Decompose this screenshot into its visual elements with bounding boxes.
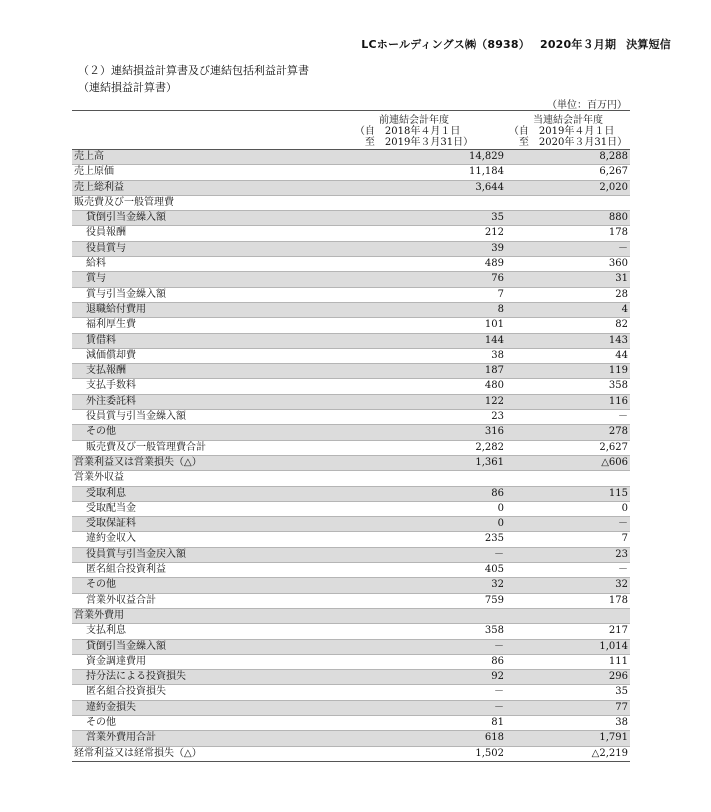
curr-period-value: 360 — [608, 258, 628, 270]
curr-period-value: 358 — [608, 380, 628, 392]
curr-period-to: 至 2020年３月31日） — [518, 137, 628, 148]
table-row — [72, 593, 630, 608]
prev-period-value: 187 — [484, 365, 504, 377]
row-label: 役員報酬 — [86, 227, 126, 239]
row-label: 受取利息 — [86, 487, 126, 499]
row-label: 役員賞与引当金戻入額 — [86, 548, 186, 560]
prev-period-value — [322, 471, 506, 486]
prev-period-value: 1,361 — [475, 456, 504, 468]
table-row — [72, 379, 630, 394]
page-header — [351, 36, 671, 52]
row-label: 匿名組合投資利益 — [86, 564, 166, 576]
prev-period-header — [322, 111, 506, 150]
table-row — [72, 501, 630, 516]
table-row — [72, 455, 630, 470]
table-row — [72, 532, 630, 547]
curr-period-value: 119 — [608, 365, 628, 377]
table-body — [72, 150, 630, 762]
curr-period-value: － — [618, 564, 628, 576]
table-row — [72, 731, 630, 746]
table-row — [72, 318, 630, 333]
curr-period-value: 178 — [608, 594, 628, 606]
table-row — [72, 348, 630, 363]
row-label: 資金調達費用 — [86, 655, 146, 667]
row-label: 売上高 — [74, 151, 104, 162]
row-label: 営業外収益 — [74, 472, 124, 484]
income-statement-table — [72, 110, 630, 762]
curr-period-value: 7 — [621, 533, 628, 545]
curr-period-value: － — [618, 411, 628, 423]
row-label: その他 — [86, 716, 116, 728]
table-row — [72, 685, 630, 700]
curr-period-value: 2,627 — [599, 441, 628, 453]
curr-period-value: 77 — [615, 701, 628, 713]
prev-period-value: 759 — [484, 594, 504, 606]
document-type: 決算短信 — [626, 38, 671, 51]
prev-period-value: 23 — [491, 411, 504, 423]
table-row — [72, 746, 630, 761]
curr-period-value: 116 — [608, 395, 628, 407]
row-label: 営業外費用合計 — [86, 732, 156, 744]
table-row — [72, 471, 630, 486]
curr-period-value: 1,791 — [599, 732, 628, 744]
row-label: 受取配当金 — [86, 502, 136, 514]
curr-period-value: － — [618, 518, 628, 530]
row-label: 役員賞与 — [86, 242, 126, 254]
row-label: その他 — [86, 579, 116, 591]
table-row — [72, 440, 630, 455]
curr-period-value: 44 — [615, 349, 628, 361]
table-row — [72, 563, 630, 578]
row-label: 受取保証料 — [86, 518, 136, 530]
table-row — [72, 333, 630, 348]
row-label: 賞与引当金繰入額 — [86, 288, 166, 300]
label-column-header — [72, 111, 322, 150]
table-row — [72, 241, 630, 256]
table-row — [72, 715, 630, 730]
prev-period-name: 前連結会計年度 — [379, 115, 449, 126]
row-label: 賃借料 — [86, 334, 116, 346]
row-label: 退職給付費用 — [86, 303, 146, 315]
curr-period-value — [506, 471, 630, 486]
prev-period-value: 235 — [484, 533, 504, 545]
prev-period-value: 81 — [491, 716, 504, 728]
prev-period-value: 8 — [497, 303, 504, 315]
curr-period-value: 2,020 — [599, 181, 628, 193]
table-row — [72, 700, 630, 715]
row-label: 給料 — [86, 258, 106, 270]
table-row — [72, 364, 630, 379]
row-label: 売上総利益 — [74, 181, 124, 193]
prev-period-value: 122 — [484, 395, 504, 407]
prev-period-value: 76 — [491, 273, 504, 285]
unit-note: （単位：百万円） — [547, 100, 627, 111]
curr-period-value: △2,219 — [591, 747, 628, 759]
row-label: 営業外費用 — [74, 609, 124, 621]
company-name: LCホールディングス㈱（8938） — [361, 38, 530, 51]
table-row — [72, 670, 630, 685]
curr-period-value: 28 — [615, 288, 628, 300]
table-row — [72, 180, 630, 195]
table-row — [72, 578, 630, 593]
row-label: 営業利益又は営業損失（△） — [74, 456, 202, 468]
curr-period-value: 8,288 — [599, 151, 628, 162]
row-label: 貸倒引当金繰入額 — [86, 212, 166, 224]
row-label: 違約金収入 — [86, 533, 136, 545]
table-row — [72, 547, 630, 562]
row-label: 匿名組合投資損失 — [86, 686, 166, 698]
curr-period-value — [506, 195, 630, 210]
prev-period-value: 11,184 — [469, 166, 504, 178]
curr-period-value: 278 — [608, 426, 628, 438]
table-row — [72, 639, 630, 654]
prev-period-value: 618 — [484, 732, 504, 744]
curr-period-value: 38 — [615, 716, 628, 728]
curr-period-value: 82 — [615, 319, 628, 331]
prev-period-value: － — [494, 701, 504, 713]
prev-period-value: 2,282 — [475, 441, 504, 453]
curr-period-value — [506, 608, 630, 623]
prev-period-value: 3,644 — [475, 181, 504, 193]
prev-period-to: 至 2019年３月31日） — [364, 137, 474, 148]
curr-period-value: 115 — [608, 487, 628, 499]
table-row — [72, 302, 630, 317]
curr-period-name: 当連結会計年度 — [533, 115, 603, 126]
table-row — [72, 165, 630, 180]
prev-period-value: 32 — [491, 579, 504, 591]
table-row — [72, 211, 630, 226]
prev-period-value: 489 — [484, 258, 504, 270]
prev-period-value: 212 — [484, 227, 504, 239]
row-label: 営業外収益合計 — [86, 594, 156, 606]
curr-period-value: 6,267 — [599, 166, 628, 178]
curr-period-header — [506, 111, 630, 150]
prev-period-value: 38 — [491, 349, 504, 361]
table-row — [72, 654, 630, 669]
row-label: 売上原価 — [74, 166, 114, 178]
curr-period-value: △606 — [601, 456, 628, 468]
curr-period-value: － — [618, 242, 628, 254]
prev-period-value: 480 — [484, 380, 504, 392]
table-row — [72, 486, 630, 501]
prev-period-value: 144 — [484, 334, 504, 346]
prev-period-value: 405 — [484, 564, 504, 576]
row-label: 支払利息 — [86, 625, 126, 637]
row-label: 外注委託料 — [86, 395, 136, 407]
prev-period-value: 92 — [491, 671, 504, 683]
prev-period-value: 0 — [497, 518, 504, 530]
prev-period-value: 1,502 — [475, 747, 504, 759]
curr-period-from: （自 2019年４月１日 — [508, 126, 615, 137]
row-label: 持分法による投資損失 — [86, 671, 186, 683]
curr-period-value: 111 — [608, 655, 628, 667]
curr-period-value: 32 — [615, 579, 628, 591]
table-row — [72, 195, 630, 210]
curr-period-value: 143 — [608, 334, 628, 346]
row-label: 支払報酬 — [86, 365, 126, 377]
table-row — [72, 394, 630, 409]
prev-period-value: 0 — [497, 502, 504, 514]
prev-period-value — [322, 195, 506, 210]
curr-period-value: 178 — [608, 227, 628, 239]
table-row — [72, 287, 630, 302]
table-row — [72, 425, 630, 440]
fiscal-period: 2020年３月期 — [539, 38, 617, 51]
row-label: 販売費及び一般管理費合計 — [86, 441, 206, 453]
prev-period-value: 86 — [491, 487, 504, 499]
row-label: 減価償却費 — [86, 349, 136, 361]
row-label: その他 — [86, 426, 116, 438]
table-row — [72, 272, 630, 287]
section-title: （２）連結損益計算書及び連結包括利益計算書 — [78, 64, 309, 77]
table-row — [72, 226, 630, 241]
table-row — [72, 410, 630, 425]
prev-period-from: （自 2018年４月１日 — [354, 126, 461, 137]
prev-period-value: － — [494, 640, 504, 652]
row-label: 支払手数料 — [86, 380, 136, 392]
table-header — [72, 111, 630, 150]
row-label: 貸倒引当金繰入額 — [86, 640, 166, 652]
table-row — [72, 257, 630, 272]
table-row — [72, 517, 630, 532]
statement-subtitle: （連結損益計算書） — [78, 81, 177, 94]
row-label: 違約金損失 — [86, 701, 136, 713]
prev-period-value: 316 — [484, 426, 504, 438]
curr-period-value: 35 — [615, 686, 628, 698]
row-label: 福利厚生費 — [86, 319, 136, 331]
curr-period-value: 0 — [621, 502, 628, 514]
prev-period-value: 101 — [484, 319, 504, 331]
table-row — [72, 150, 630, 165]
prev-period-value: 86 — [491, 655, 504, 667]
curr-period-value: 1,014 — [599, 640, 628, 652]
curr-period-value: 217 — [608, 625, 628, 637]
prev-period-value: － — [494, 686, 504, 698]
curr-period-value: 296 — [608, 671, 628, 683]
table-row — [72, 624, 630, 639]
prev-period-value: 39 — [491, 242, 504, 254]
row-label: 役員賞与引当金繰入額 — [86, 411, 186, 423]
curr-period-value: 23 — [615, 548, 628, 560]
prev-period-value: 358 — [484, 625, 504, 637]
prev-period-value: － — [494, 548, 504, 560]
table-row — [72, 608, 630, 623]
row-label: 経常利益又は経常損失（△） — [74, 747, 202, 759]
curr-period-value: 31 — [615, 273, 628, 285]
row-label: 賞与 — [86, 273, 106, 285]
row-label: 販売費及び一般管理費 — [74, 196, 174, 208]
prev-period-value: 14,829 — [469, 151, 504, 162]
curr-period-value: 4 — [621, 303, 628, 315]
prev-period-value: 35 — [491, 212, 504, 224]
curr-period-value: 880 — [608, 212, 628, 224]
prev-period-value — [322, 608, 506, 623]
prev-period-value: 7 — [497, 288, 504, 300]
